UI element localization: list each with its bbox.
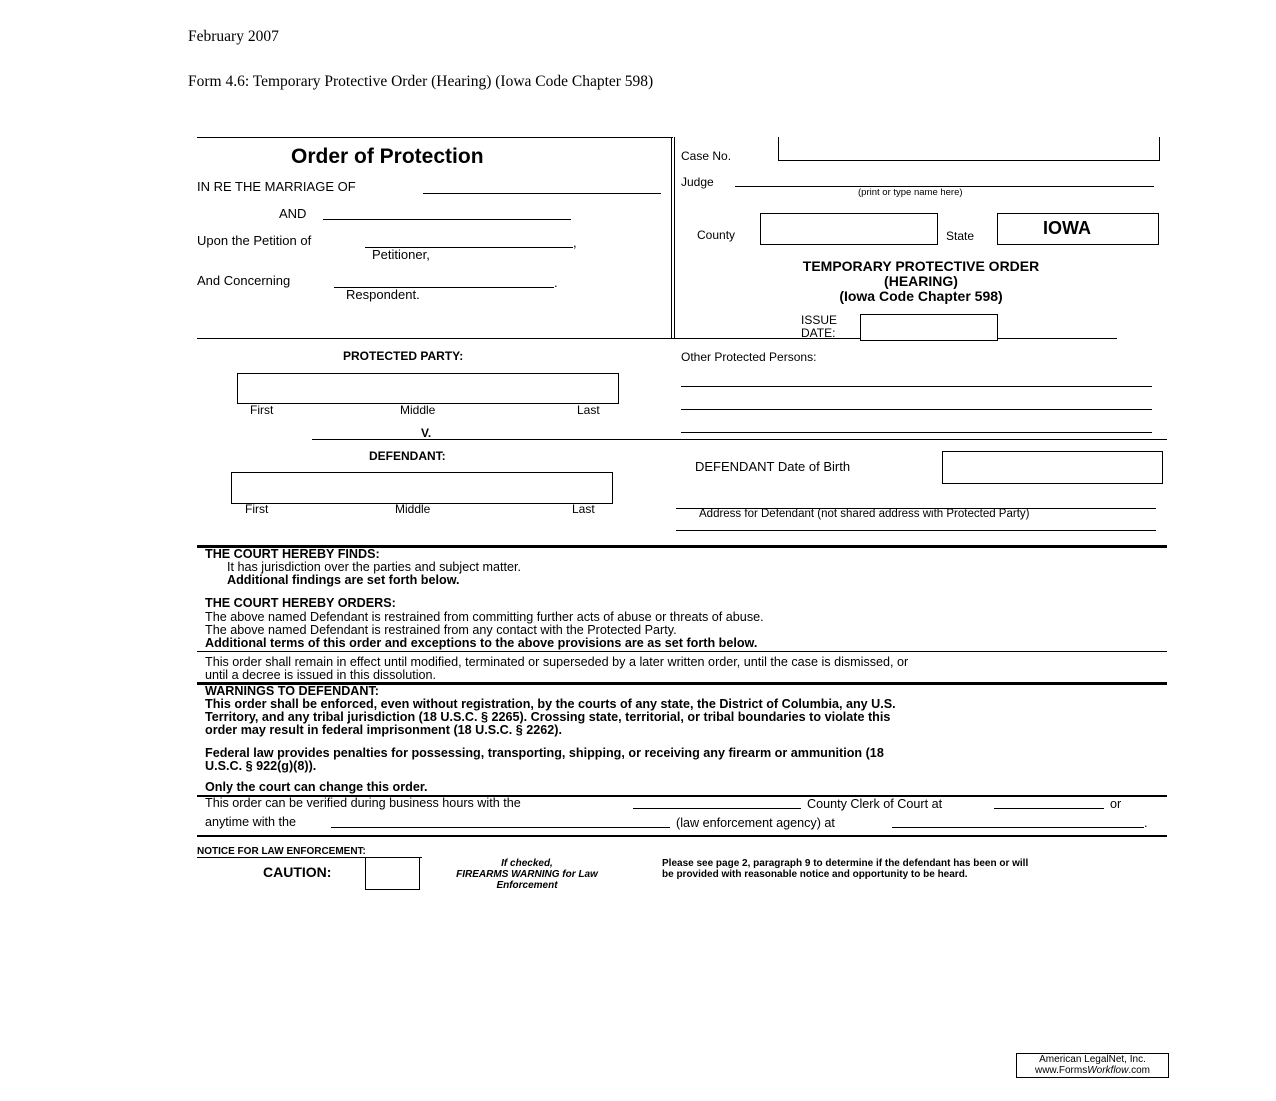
concerning-label: And Concerning — [197, 273, 291, 288]
orders-heading: THE COURT HEREBY ORDERS: — [205, 596, 396, 610]
publisher-logo — [1016, 1053, 1169, 1078]
form-date: February 2007 — [188, 28, 279, 45]
other-protected-line-3[interactable] — [681, 432, 1152, 433]
verify-or: or — [1110, 797, 1122, 811]
notice-instruction-line-2: be provided with reasonable notice and opportunity to be heard. — [662, 869, 968, 880]
agency-phone-field[interactable] — [892, 827, 1144, 828]
county-field[interactable] — [760, 213, 938, 245]
caution-label: CAUTION: — [263, 864, 332, 880]
defendant-middle-label: Middle — [395, 502, 431, 516]
defendant-dob-label: DEFENDANT Date of Birth — [695, 459, 851, 474]
state-value: IOWA — [1043, 218, 1091, 238]
firearms-note-line-3: Enforcement — [496, 880, 558, 891]
defendant-first-label: First — [245, 502, 269, 516]
orders-line-1: The above named Defendant is restrained from committing further acts of abuse or threats of abuse. — [205, 610, 764, 624]
form-title: Form 4.6: Temporary Protective Order (Hearing) (Iowa Code Chapter 598) — [188, 73, 654, 90]
petitioner-label: Petitioner, — [372, 247, 430, 262]
caption-top-rule — [197, 137, 673, 138]
county-clerk-field[interactable] — [633, 808, 801, 809]
findings-line-1: It has jurisdiction over the parties and subject matter. — [227, 560, 522, 574]
notice-instruction-line-1: Please see page 2, paragraph 9 to determine if the defendant has been or will — [662, 858, 1029, 869]
verify-bottom-rule — [197, 835, 1167, 837]
publisher-url — [1017, 1065, 1168, 1076]
orders-line-3: Additional terms of this order and exceptions to the above provisions are as set forth below. — [205, 636, 758, 650]
warnings-p2-line-2: U.S.C. § 922(g)(8)). — [205, 759, 317, 773]
notice-instruction — [662, 858, 1028, 880]
warnings-p1-line-1: This order shall be enforced, even without registration, by the courts of any state, the District of Columbia, any U.S. — [205, 697, 896, 711]
warnings-p2-line-1: Federal law provides penalties for possessing, transporting, shipping, or receiving any firearm or ammunition (18 — [205, 746, 884, 760]
defendant-last-label: Last — [572, 502, 595, 516]
defendant-label: DEFENDANT: — [369, 449, 446, 463]
petition-label: Upon the Petition of — [197, 233, 312, 248]
county-label: County — [697, 228, 736, 242]
publisher-url-part-1: www.Forms — [1034, 1065, 1088, 1076]
publisher-url-part-3: .com — [1128, 1065, 1151, 1076]
effect-line-1: This order shall remain in effect until modified, terminated or superseded by a later written order, until the case is dismissed, or — [205, 655, 909, 669]
verify-line-2-text: anytime with the — [205, 815, 296, 829]
law-enforcement-agency-field[interactable] — [331, 827, 670, 828]
issue-label: ISSUE — [801, 313, 838, 327]
county-clerk-label: County Clerk of Court at — [807, 797, 943, 811]
in-re-label: IN RE THE MARRIAGE OF — [197, 179, 356, 194]
effect-line-2: until a decree is issued in this dissolution. — [205, 668, 437, 682]
state-label: State — [946, 229, 975, 243]
order-title: Order of Protection — [291, 145, 484, 168]
protected-party-label: PROTECTED PARTY: — [343, 349, 464, 363]
judge-label: Judge — [681, 175, 714, 189]
publisher-url-part-2: Workflow — [1087, 1065, 1129, 1076]
respondent-period: . — [554, 275, 558, 290]
versus-label: V. — [421, 426, 432, 440]
and-party-field[interactable] — [323, 219, 571, 220]
warnings-p3: Only the court can change this order. — [205, 780, 428, 794]
findings-line-2: Additional findings are set forth below. — [227, 573, 460, 587]
other-protected-label: Other Protected Persons: — [681, 350, 817, 364]
firearms-warning-checkbox[interactable] — [365, 857, 420, 890]
defendant-dob-field[interactable] — [942, 451, 1163, 484]
protected-middle-label: Middle — [400, 403, 436, 417]
warnings-p1-line-3: order may result in federal imprisonment (18 U.S.C. § 2262). — [205, 723, 562, 737]
defendant-address-field-2[interactable] — [676, 530, 1156, 531]
versus-rule — [312, 439, 1167, 440]
order-type-line2: (HEARING) — [884, 273, 958, 289]
other-protected-line-1[interactable] — [681, 386, 1152, 387]
law-enforcement-label: (law enforcement agency) at — [676, 816, 835, 830]
issue-date-field[interactable] — [860, 314, 998, 341]
warnings-p1-line-2: Territory, and any tribal jurisdiction (18 U.S.C. § 2265). Crossing state, territorial, or tribal boundaries to violate this — [205, 710, 891, 724]
firearms-note-line-2: FIREARMS WARNING for Law — [456, 869, 598, 880]
and-label: AND — [279, 206, 307, 221]
publisher-name: American LegalNet, Inc. — [1039, 1054, 1146, 1065]
issue-date-label: DATE: — [801, 326, 836, 340]
defendant-address-label: Address for Defendant (not shared address with Protected Party) — [699, 508, 1030, 520]
order-type-line1: TEMPORARY PROTECTIVE ORDER — [802, 258, 1040, 274]
defendant-name-field[interactable] — [231, 472, 613, 504]
judge-hint: (print or type name here) — [858, 187, 963, 198]
orders-line-2: The above named Defendant is restrained from any contact with the Protected Party. — [205, 623, 677, 637]
case-no-field[interactable] — [778, 137, 1160, 161]
caption-divider — [671, 137, 672, 339]
order-type-line3: (Iowa Code Chapter 598) — [839, 288, 1003, 304]
firearms-note-line-1: If checked, — [501, 858, 553, 869]
protected-last-label: Last — [577, 403, 600, 417]
notice-heading: NOTICE FOR LAW ENFORCEMENT: — [197, 846, 366, 857]
respondent-label: Respondent. — [346, 287, 420, 302]
in-re-field[interactable] — [423, 193, 661, 194]
warnings-heading: WARNINGS TO DEFENDANT: — [205, 684, 379, 698]
protected-first-label: First — [250, 403, 274, 417]
findings-heading: THE COURT HEREBY FINDS: — [205, 547, 380, 561]
other-protected-line-2[interactable] — [681, 409, 1152, 410]
case-no-label: Case No. — [681, 149, 732, 163]
petitioner-comma: , — [573, 235, 577, 250]
caption-divider-inner — [674, 137, 675, 339]
clerk-phone-field[interactable] — [994, 808, 1104, 809]
verify-line-1-text: This order can be verified during business hours with the — [205, 796, 521, 810]
verify-period: . — [1144, 816, 1148, 830]
orders-rule — [197, 651, 1167, 652]
protected-party-name-field[interactable] — [237, 373, 619, 404]
firearms-note — [428, 858, 626, 891]
